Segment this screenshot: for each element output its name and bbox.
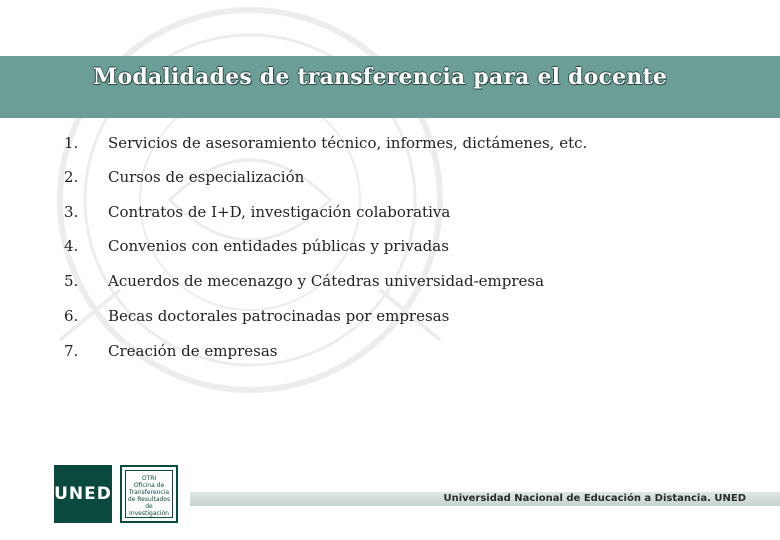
item-text: Becas doctorales patrocinadas por empresas xyxy=(108,307,450,325)
uned-logo: UNED xyxy=(54,465,112,523)
item-number: 6. xyxy=(64,307,79,325)
item-number: 5. xyxy=(64,272,79,290)
slide-title: Modalidades de transferencia para el docente xyxy=(92,64,668,90)
item-text: Cursos de especialización xyxy=(108,168,305,186)
item-text: Convenios con entidades públicas y privadas xyxy=(108,237,449,255)
item-text: Contratos de I+D, investigación colaborativa xyxy=(108,203,451,221)
footer-institution: Universidad Nacional de Educación a Distancia. UNED xyxy=(443,493,746,504)
item-text: Servicios de asesoramiento técnico, informes, dictámenes, etc. xyxy=(108,134,588,152)
item-text: Creación de empresas xyxy=(108,342,278,360)
item-number: 2. xyxy=(64,168,79,186)
otri-logo-text: OTRI Oficina de Transferencia de Resultados de Investigación xyxy=(127,475,171,517)
item-number: 1. xyxy=(64,134,79,152)
otri-logo-frame xyxy=(125,470,173,518)
item-number: 4. xyxy=(64,237,79,255)
otri-logo xyxy=(120,465,178,523)
item-text: Acuerdos de mecenazgo y Cátedras universidad-empresa xyxy=(108,272,545,290)
item-number: 3. xyxy=(64,203,79,221)
item-number: 7. xyxy=(64,342,79,360)
